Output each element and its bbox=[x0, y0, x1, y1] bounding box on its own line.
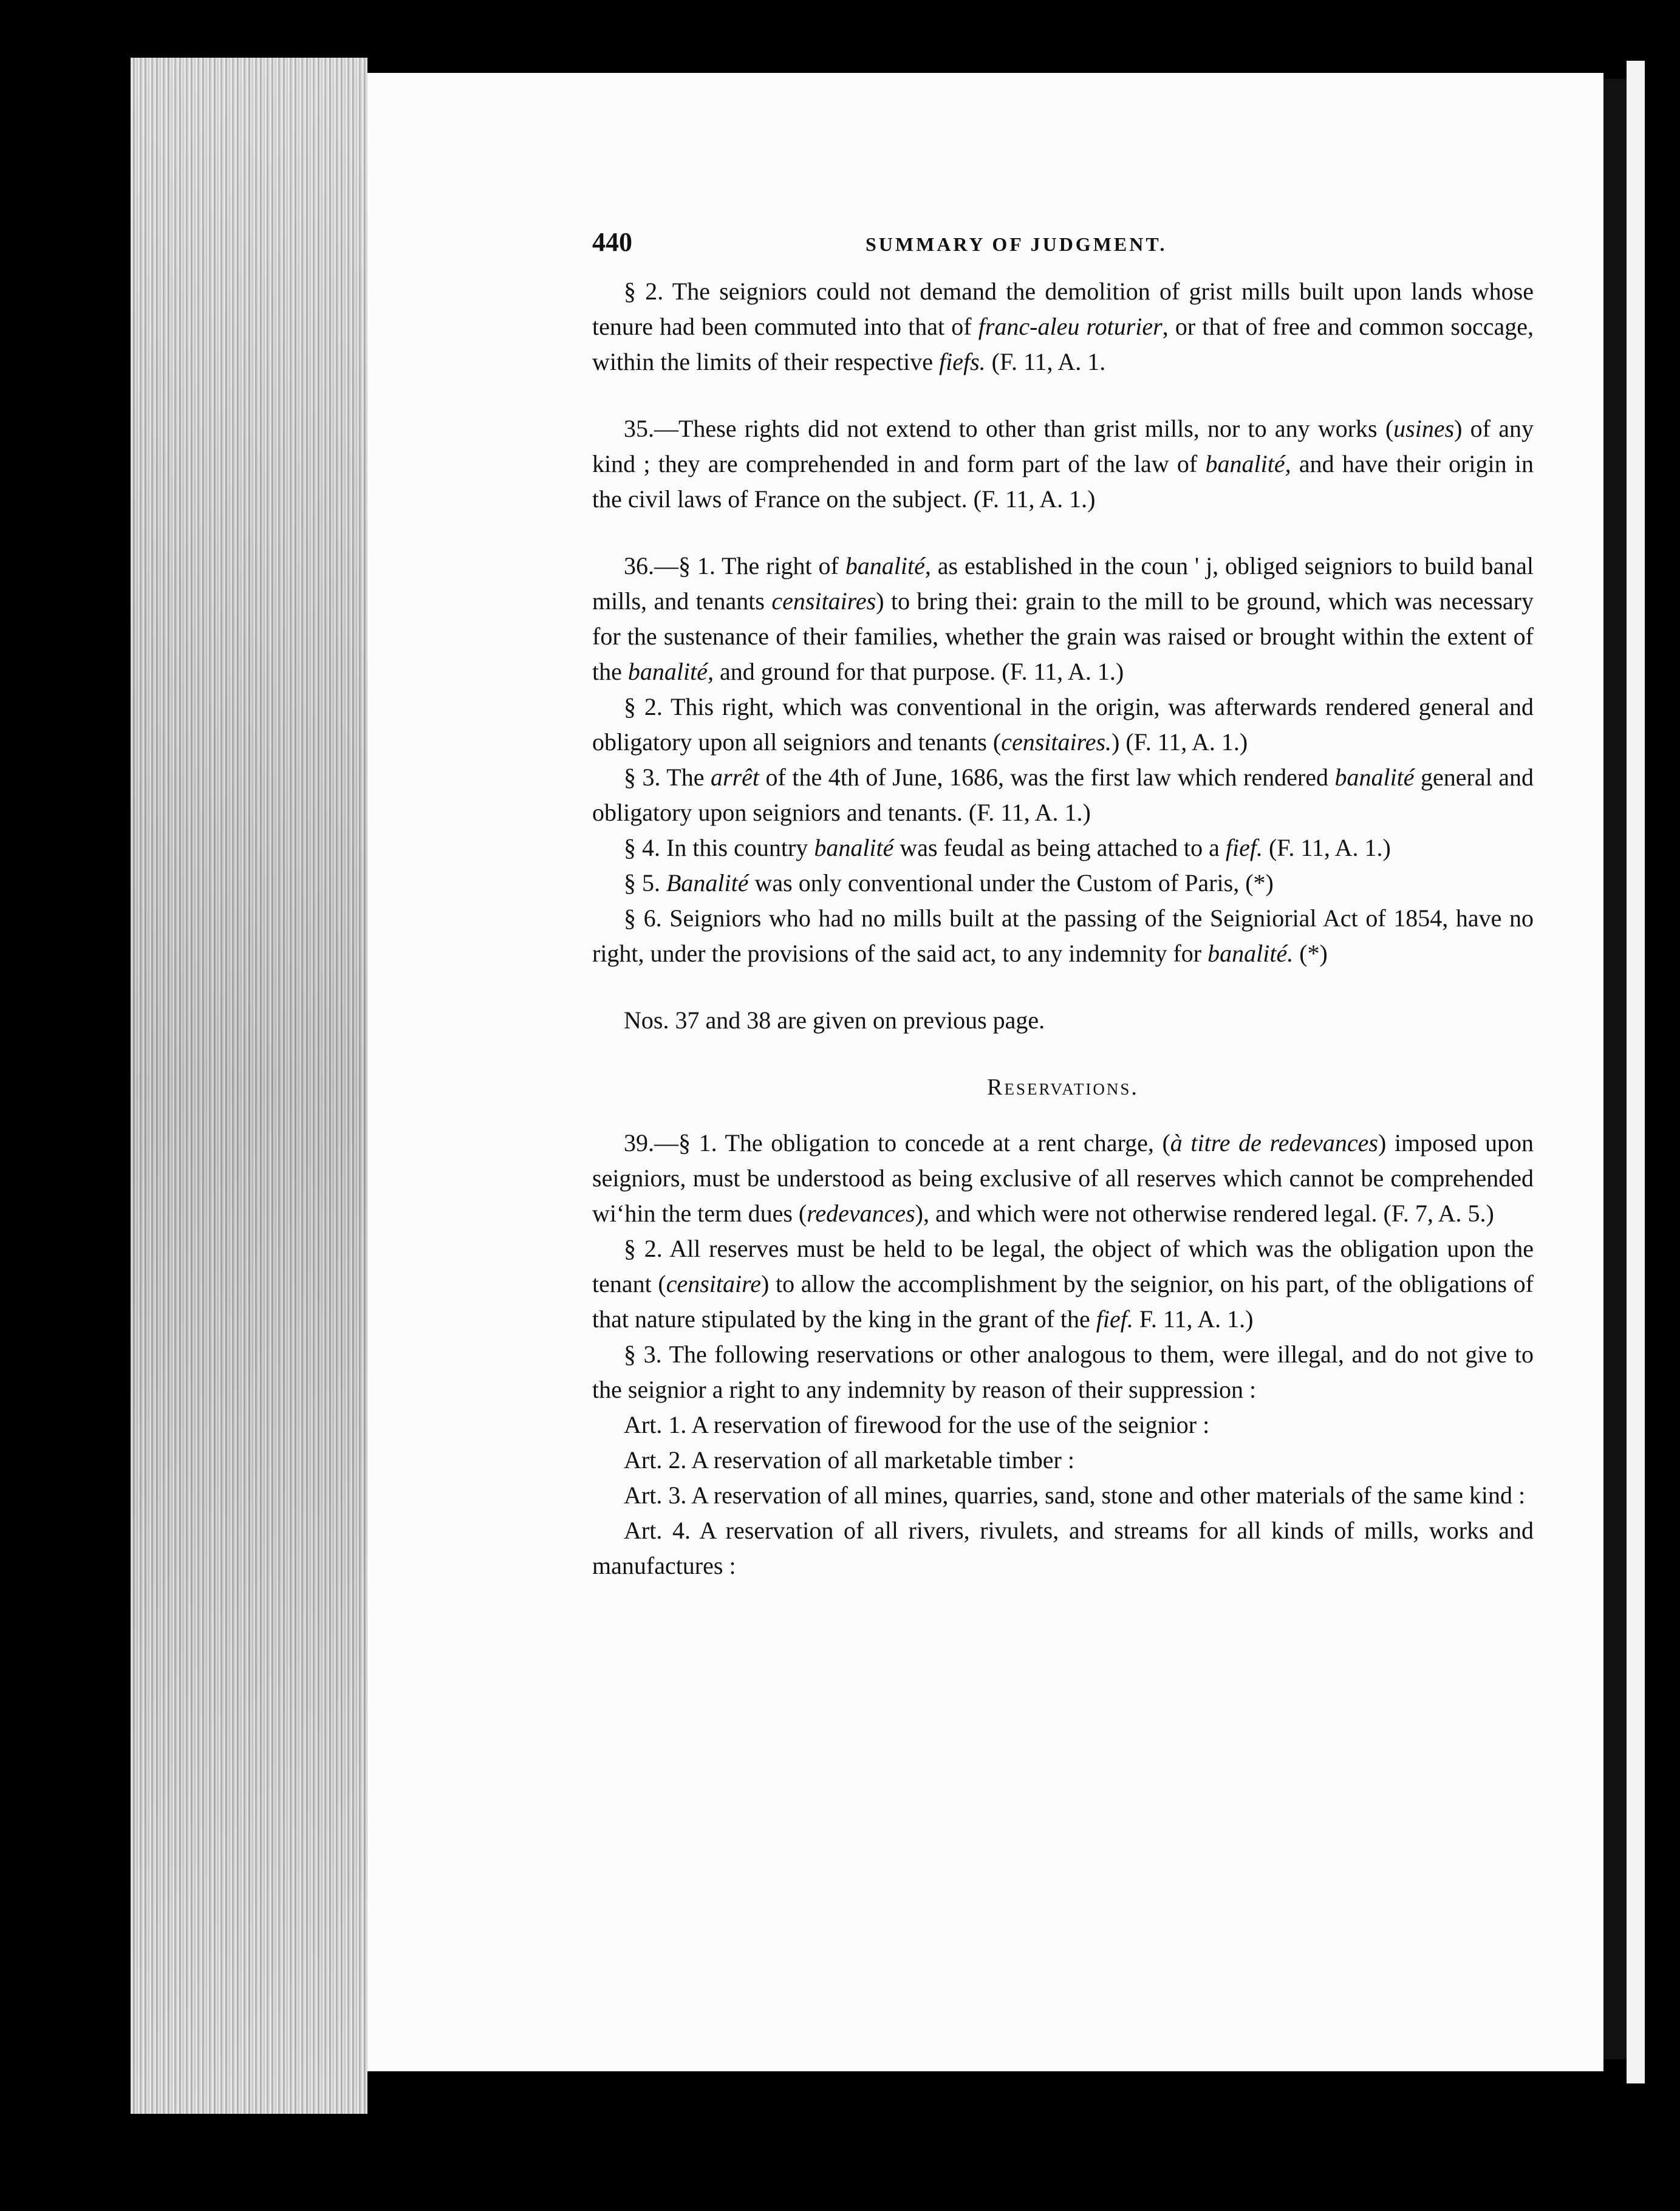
paragraph-36-4: § 4. In this country banalité was feudal as being attached to a fief. (F. 11, A. 1.) bbox=[624, 834, 1391, 861]
gutter-shadow bbox=[1603, 79, 1627, 2059]
paragraph-39-2: § 2. All reserves must be held to be legal, the object of which was the obligation upon the tenant (censitaire) to allow the accomplishment by the seignior, on his part, of the obligations of that nature stipulated by the king in the grant of the fief. F. 11, A. 1.) bbox=[592, 1235, 1534, 1333]
paragraph-39-3: § 3. The following reservations or other analogous to them, were illegal, and do not give to the seignior a right to any indemnity by reason of their suppression : bbox=[592, 1341, 1534, 1403]
paragraph-36-3: § 3. The arrêt of the 4th of June, 1686, was the first law which rendered banalité general and obligatory upon seigniors and tenants. (F. 11, A. 1.) bbox=[592, 764, 1534, 826]
paragraph-39-1: 39.—§ 1. The obligation to concede at a rent charge, (à titre de redevances) imposed upon seigniors, must be understood as being exclusive of all reserves which cannot be comprehended wiʻhin the term dues (redevances), and which were not otherwise rendered legal. (F. 7, A. 5.) bbox=[592, 1129, 1534, 1227]
section-heading-reservations: Reservations. bbox=[987, 1075, 1139, 1100]
paragraph-37-38-note: Nos. 37 and 38 are given on previous page. bbox=[624, 1006, 1045, 1034]
facing-page-edge bbox=[1627, 61, 1645, 2083]
page-text bbox=[592, 225, 1534, 1584]
page-number: 440 bbox=[592, 227, 632, 257]
page-sheet bbox=[367, 73, 1603, 2071]
article-3: Art. 3. A reservation of all mines, quarries, sand, stone and other materials of the same kind : bbox=[624, 1481, 1526, 1509]
paragraph-36-5: § 5. Banalité was only conventional under the Custom of Paris, (*) bbox=[624, 869, 1274, 897]
paragraph-34-2: § 2. The seigniors could not demand the demolition of grist mills built upon lands whose tenure had been commuted into that of franc-aleu roturier, or that of free and common soccage, within the limits of their respective fiefs. (F. 11, A. 1. bbox=[592, 278, 1534, 375]
page-header bbox=[592, 225, 1534, 262]
book-page-edges bbox=[131, 58, 367, 2114]
running-head: SUMMARY OF JUDGMENT. bbox=[866, 233, 1167, 255]
paragraph-35: 35.—These rights did not extend to other than grist mills, nor to any works (usines) of any kind ; they are comprehended in and form part of the law of banalité, and have their origin in the civil laws of France on the subject. (F. 11, A. 1.) bbox=[592, 415, 1534, 513]
article-2: Art. 2. A reservation of all marketable timber : bbox=[624, 1446, 1074, 1474]
article-1: Art. 1. A reservation of firewood for the use of the seignior : bbox=[624, 1411, 1210, 1438]
paragraph-36-6: § 6. Seigniors who had no mills built at the passing of the Seigniorial Act of 1854, have no right, under the provisions of the said act, to any indemnity for banalité. (*) bbox=[592, 904, 1534, 967]
paragraph-36-2: § 2. This right, which was conventional in the origin, was afterwards rendered general and obligatory upon all seigniors and tenants (censitaires.) (F. 11, A. 1.) bbox=[592, 693, 1534, 756]
article-4: Art. 4. A reservation of all rivers, rivulets, and streams for all kinds of mills, works and manufactures : bbox=[592, 1517, 1534, 1579]
paragraph-36-1: 36.—§ 1. The right of banalité, as established in the coun ' j, obliged seigniors to build banal mills, and tenants censitaires) to bring thei: grain to the mill to be ground, which was necessary for the sustenance of their families, whether the grain was raised or brought within the extent of the banalité, and ground for that purpose. (F. 11, A. 1.) bbox=[592, 552, 1534, 685]
